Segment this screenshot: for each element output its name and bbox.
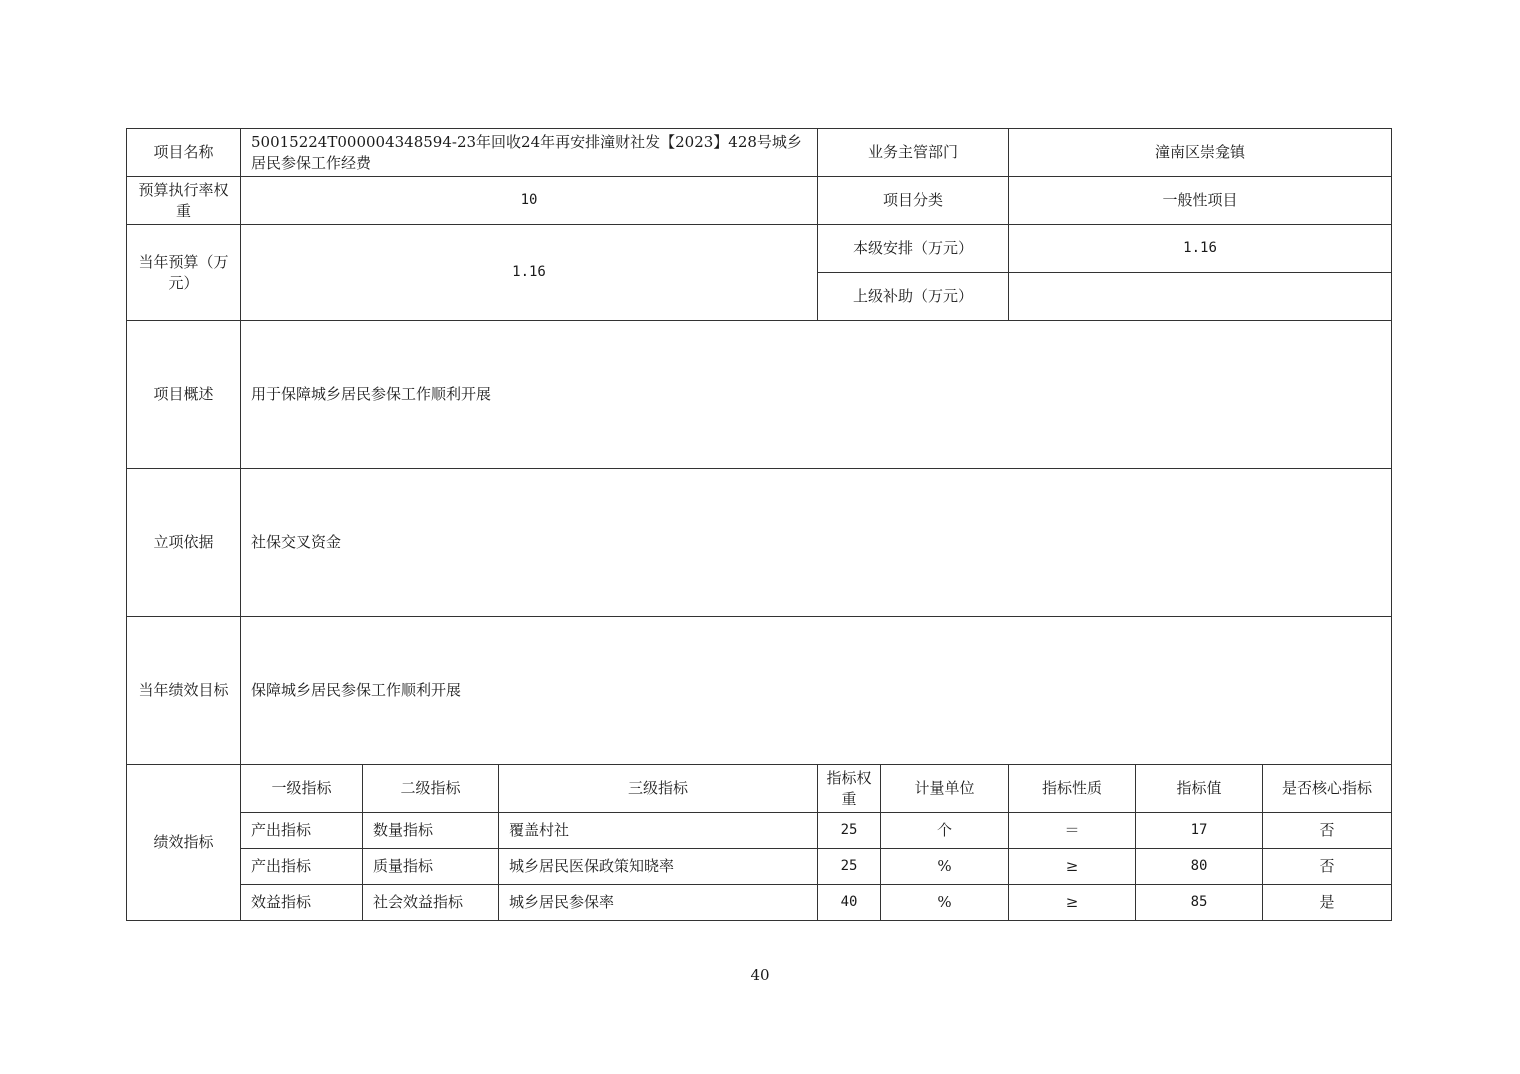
local-value: 1.16 <box>1009 225 1392 273</box>
table-row <box>127 849 1392 885</box>
cell-core: 是 <box>1263 885 1392 921</box>
basis-label: 立项依据 <box>127 469 241 617</box>
cell-unit: % <box>881 885 1009 921</box>
exec-rate-label: 预算执行率权重 <box>127 177 241 225</box>
upper-value <box>1009 273 1392 321</box>
category-label: 项目分类 <box>818 177 1009 225</box>
cell-weight: 25 <box>818 813 881 849</box>
cell-level2: 社会效益指标 <box>363 885 499 921</box>
row-goal <box>127 617 1392 765</box>
cell-unit: 个 <box>881 813 1009 849</box>
header-level1: 一级指标 <box>241 765 363 813</box>
cell-level3: 城乡居民参保率 <box>499 885 818 921</box>
overview-label: 项目概述 <box>127 321 241 469</box>
row-exec-rate <box>127 177 1392 225</box>
cell-nature: ≥ <box>1009 849 1136 885</box>
local-label: 本级安排（万元） <box>818 225 1009 273</box>
indicator-header-row <box>127 765 1392 813</box>
project-name-label: 项目名称 <box>127 129 241 177</box>
overview-value: 用于保障城乡居民参保工作顺利开展 <box>241 321 1392 469</box>
row-overview <box>127 321 1392 469</box>
project-name-value: 50015224T000004348594-23年回收24年再安排潼财社发【2023】428号城乡居民参保工作经费 <box>241 129 818 177</box>
cell-level1: 产出指标 <box>241 849 363 885</box>
header-weight: 指标权重 <box>818 765 881 813</box>
cell-core: 否 <box>1263 813 1392 849</box>
upper-label: 上级补助（万元） <box>818 273 1009 321</box>
indicators-section-label: 绩效指标 <box>127 765 241 921</box>
goal-value: 保障城乡居民参保工作顺利开展 <box>241 617 1392 765</box>
budget-label: 当年预算（万元） <box>127 225 241 321</box>
basis-value: 社保交叉资金 <box>241 469 1392 617</box>
row-budget <box>127 225 1392 273</box>
cell-weight: 40 <box>818 885 881 921</box>
cell-nature: ≥ <box>1009 885 1136 921</box>
table-row <box>127 813 1392 849</box>
cell-level2: 质量指标 <box>363 849 499 885</box>
cell-level1: 效益指标 <box>241 885 363 921</box>
cell-unit: % <box>881 849 1009 885</box>
row-basis <box>127 469 1392 617</box>
cell-weight: 25 <box>818 849 881 885</box>
cell-level1: 产出指标 <box>241 813 363 849</box>
goal-label: 当年绩效目标 <box>127 617 241 765</box>
cell-core: 否 <box>1263 849 1392 885</box>
project-performance-table <box>126 128 1392 921</box>
cell-value: 85 <box>1136 885 1263 921</box>
table-row <box>127 885 1392 921</box>
budget-value: 1.16 <box>241 225 818 321</box>
header-core: 是否核心指标 <box>1263 765 1392 813</box>
cell-value: 17 <box>1136 813 1263 849</box>
header-value: 指标值 <box>1136 765 1263 813</box>
cell-level3: 覆盖村社 <box>499 813 818 849</box>
category-value: 一般性项目 <box>1009 177 1392 225</box>
cell-value: 80 <box>1136 849 1263 885</box>
dept-label: 业务主管部门 <box>818 129 1009 177</box>
header-nature: 指标性质 <box>1009 765 1136 813</box>
cell-level3: 城乡居民医保政策知晓率 <box>499 849 818 885</box>
exec-rate-value: 10 <box>241 177 818 225</box>
cell-level2: 数量指标 <box>363 813 499 849</box>
row-project-name <box>127 129 1392 177</box>
cell-nature: ＝ <box>1009 813 1136 849</box>
header-level2: 二级指标 <box>363 765 499 813</box>
header-level3: 三级指标 <box>499 765 818 813</box>
header-unit: 计量单位 <box>881 765 1009 813</box>
dept-value: 潼南区崇龛镇 <box>1009 129 1392 177</box>
page-number: 40 <box>750 966 770 984</box>
